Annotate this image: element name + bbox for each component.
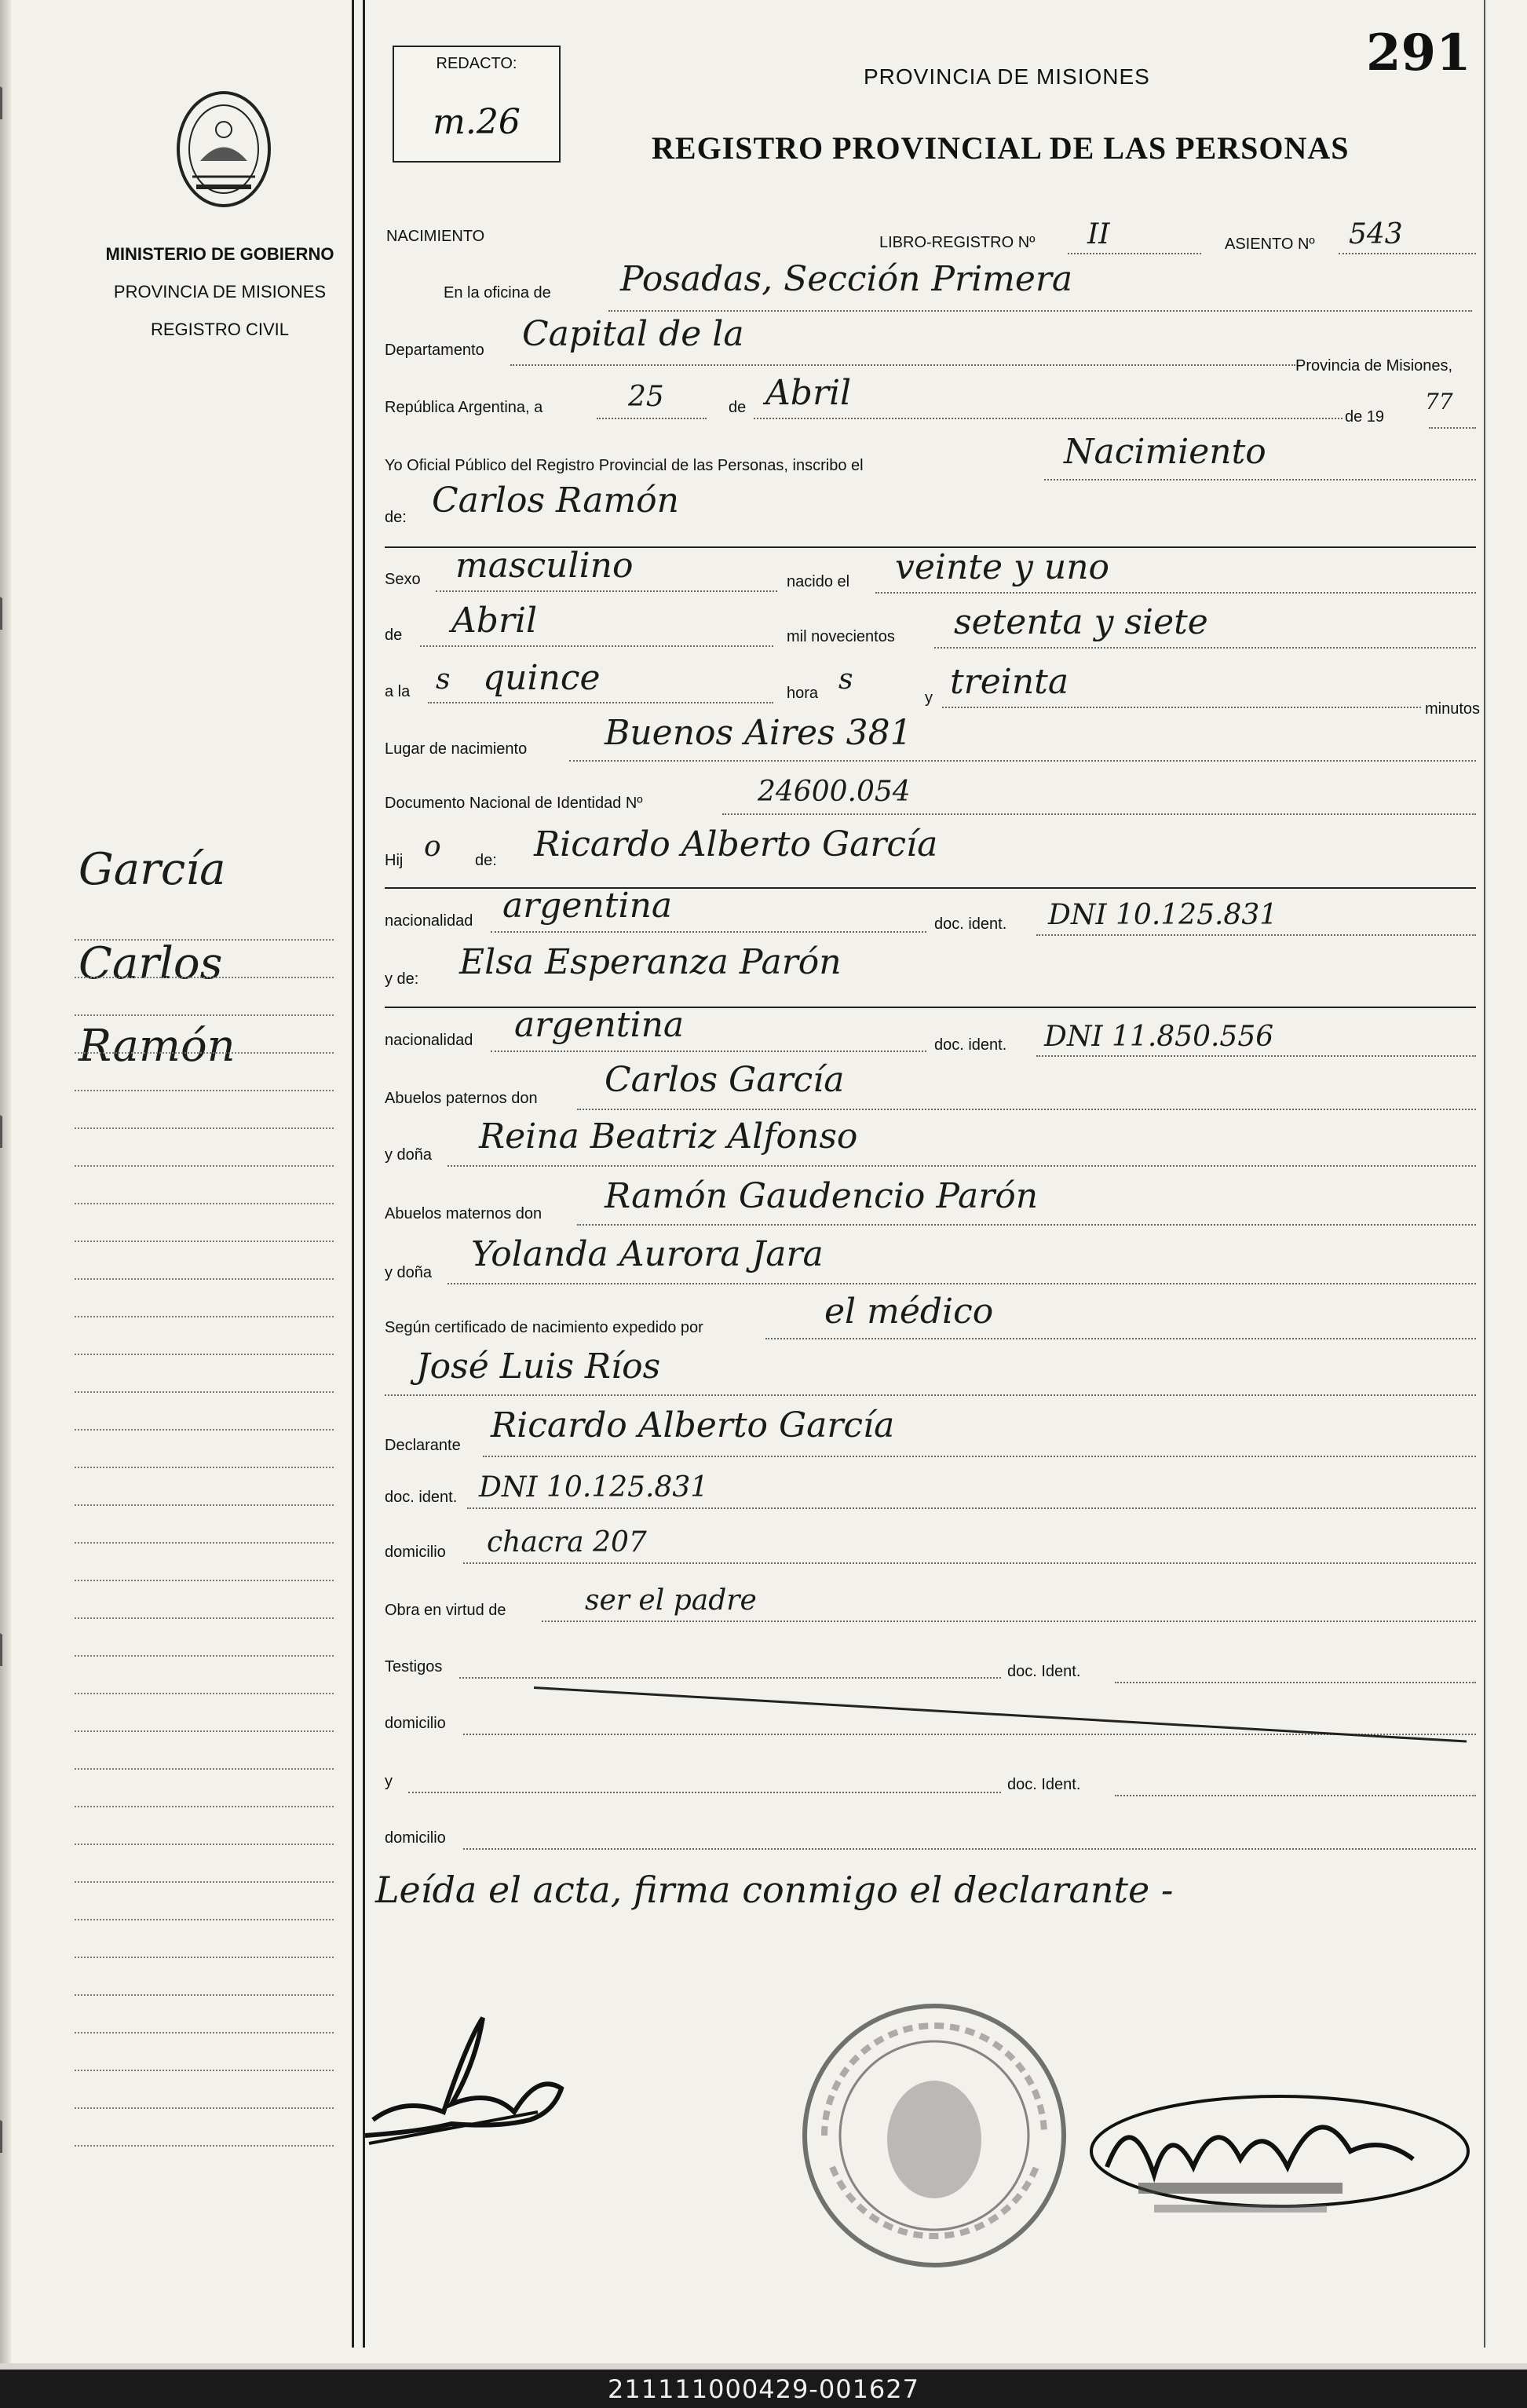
- lugar-label: Lugar de nacimiento: [385, 740, 528, 758]
- right-rule: [1484, 0, 1485, 2348]
- medico-name: José Luis Ríos: [416, 1347, 661, 1387]
- oficina-value: Posadas, Sección Primera: [620, 259, 1073, 299]
- testigos-y-label: y: [385, 1773, 393, 1790]
- document-id: 211111000429-001627: [607, 2374, 919, 2404]
- hour-value: quince: [483, 658, 601, 698]
- declarante-label: Declarante: [385, 1437, 461, 1454]
- domicilio-value: chacra 207: [487, 1526, 647, 1558]
- hijo-label: Hij: [385, 852, 404, 869]
- hijo-de-label: de:: [475, 852, 497, 869]
- testigos-doc-label: doc. Ident.: [1007, 1663, 1081, 1680]
- registry-title: REGISTRO PROVINCIAL DE LAS PERSONAS: [652, 130, 1350, 166]
- abuelos-maternos-label: Abuelos maternos don: [385, 1205, 542, 1222]
- father-doc-label: doc. ident.: [934, 915, 1007, 933]
- margin-first-name: Carlos: [79, 938, 223, 989]
- testigos-doc2-label: doc. Ident.: [1007, 1776, 1081, 1793]
- dni-value: 24600.054: [758, 776, 911, 808]
- maternal-grandfather: Ramón Gaudencio Parón: [605, 1176, 1039, 1216]
- de-person-label: de:: [385, 509, 407, 526]
- minutes-value: treinta: [950, 662, 1069, 702]
- libro-value: II: [1087, 218, 1110, 250]
- mother-name: Elsa Esperanza Parón: [459, 942, 842, 982]
- lugar-value: Buenos Aires 381: [605, 713, 912, 753]
- mother-nationality-label: nacionalidad: [385, 1032, 473, 1049]
- father-name: Ricardo Alberto García: [534, 824, 938, 864]
- oficina-label: En la oficina de: [444, 284, 551, 301]
- ministry-name: MINISTERIO DE GOBIERNO: [105, 244, 334, 264]
- binding-stitch: [0, 1115, 26, 1148]
- testigos-domicilio2-label: domicilio: [385, 1829, 446, 1847]
- de2-label: de: [385, 627, 403, 644]
- province-emblem-icon: [161, 86, 287, 212]
- issuing-office: [75, 236, 365, 349]
- nacionalidad-label: nacionalidad: [385, 912, 473, 930]
- registry-seal-icon: [793, 1994, 1076, 2277]
- libro-label: LIBRO-REGISTRO Nº: [879, 234, 1036, 251]
- nacido-label: nacido el: [787, 573, 850, 590]
- paternal-grandmother: Reina Beatriz Alfonso: [479, 1116, 858, 1156]
- certificado-value: el médico: [824, 1292, 994, 1332]
- province-heading: PROVINCIA DE MISIONES: [864, 64, 1150, 89]
- paternal-y-dona-label: y doña: [385, 1146, 433, 1164]
- hora-suffix: s: [838, 663, 853, 696]
- province-name: PROVINCIA DE MISIONES: [113, 282, 327, 301]
- folio-number: 291: [1366, 24, 1471, 82]
- document-id-bar: [0, 2370, 1527, 2408]
- asiento-label: ASIENTO Nº: [1225, 236, 1315, 253]
- sexo-label: Sexo: [385, 571, 421, 588]
- father-doc: DNI 10.125.831: [1048, 899, 1278, 931]
- margin-rule: [352, 0, 354, 2348]
- binding-stitch: [0, 1633, 26, 1666]
- margin-ruled-lines: [75, 903, 334, 2147]
- oficial-label: Yo Oficial Público del Registro Provincial de las Personas, inscribo el: [385, 457, 864, 474]
- departamento-label: Departamento: [385, 342, 484, 359]
- binding-stitch: [0, 2120, 26, 2153]
- maternal-y-dona-label: y doña: [385, 1264, 433, 1281]
- day-value: 25: [628, 381, 664, 413]
- minutos-label: minutos: [1425, 700, 1481, 718]
- testigos-domicilio-label: domicilio: [385, 1715, 446, 1732]
- domicilio-label: domicilio: [385, 1544, 446, 1561]
- person-name: Carlos Ramón: [432, 481, 679, 521]
- closing-statement: Leída el acta, firma conmigo el declarante -: [375, 1869, 1174, 1911]
- year-value: 77: [1425, 389, 1453, 415]
- obra-label: Obra en virtud de: [385, 1602, 506, 1619]
- official-signature-icon: [1083, 2073, 1476, 2230]
- republica-label: República Argentina, a: [385, 399, 543, 416]
- declarant-signature-icon: [357, 1994, 593, 2151]
- inscribe-value: Nacimiento: [1064, 432, 1266, 472]
- ala-label: a la: [385, 683, 411, 700]
- mother-nationality: argentina: [514, 1005, 685, 1045]
- binding-stitch: [0, 597, 26, 630]
- maternal-grandmother: Yolanda Aurora Jara: [471, 1234, 824, 1274]
- record-type: NACIMIENTO: [386, 228, 485, 245]
- redacto-initials: m.26: [433, 102, 521, 142]
- y-de-label: y de:: [385, 970, 419, 988]
- binding-stitch: [0, 86, 26, 119]
- abuelos-paternos-label: Abuelos paternos don: [385, 1090, 538, 1107]
- y-label: y: [925, 689, 933, 707]
- declarante-doc-label: doc. ident.: [385, 1489, 458, 1506]
- civil-registry-name: REGISTRO CIVIL: [150, 320, 290, 339]
- ala-suffix: s: [436, 663, 451, 696]
- birth-month: Abril: [451, 601, 538, 641]
- declarante-name: Ricardo Alberto García: [491, 1405, 895, 1445]
- de-label: de: [729, 399, 747, 416]
- margin-surname: García: [79, 844, 226, 895]
- provincia-suffix: Provincia de Misiones,: [1295, 357, 1453, 375]
- mother-doc: DNI 11.850.556: [1044, 1021, 1274, 1053]
- father-nationality: argentina: [502, 886, 673, 926]
- year-label: de 19: [1345, 408, 1385, 426]
- dni-label: Documento Nacional de Identidad Nº: [385, 795, 643, 812]
- asiento-value: 543: [1349, 218, 1403, 250]
- departamento-value: Capital de la: [522, 314, 744, 354]
- month-value: Abril: [765, 373, 852, 413]
- margin-middle-name: Ramón: [79, 1021, 236, 1072]
- redacto-box: [393, 46, 561, 163]
- obra-value: ser el padre: [585, 1584, 757, 1617]
- birth-year-words: setenta y siete: [954, 602, 1208, 642]
- hijo-suffix: o: [424, 831, 441, 863]
- declarante-doc: DNI 10.125.831: [479, 1471, 709, 1504]
- paternal-grandfather: Carlos García: [605, 1060, 845, 1100]
- binding-edge: [0, 0, 11, 2363]
- redacto-label: REDACTO:: [436, 55, 517, 72]
- testigos-label: Testigos: [385, 1658, 443, 1675]
- certificado-label: Según certificado de nacimiento expedido por: [385, 1319, 703, 1336]
- mother-doc-label: doc. ident.: [934, 1036, 1007, 1054]
- nacido-value: veinte y uno: [895, 547, 1110, 587]
- sexo-value: masculino: [455, 546, 634, 586]
- mil-label: mil novecientos: [787, 628, 895, 645]
- hora-label: hora: [787, 685, 819, 702]
